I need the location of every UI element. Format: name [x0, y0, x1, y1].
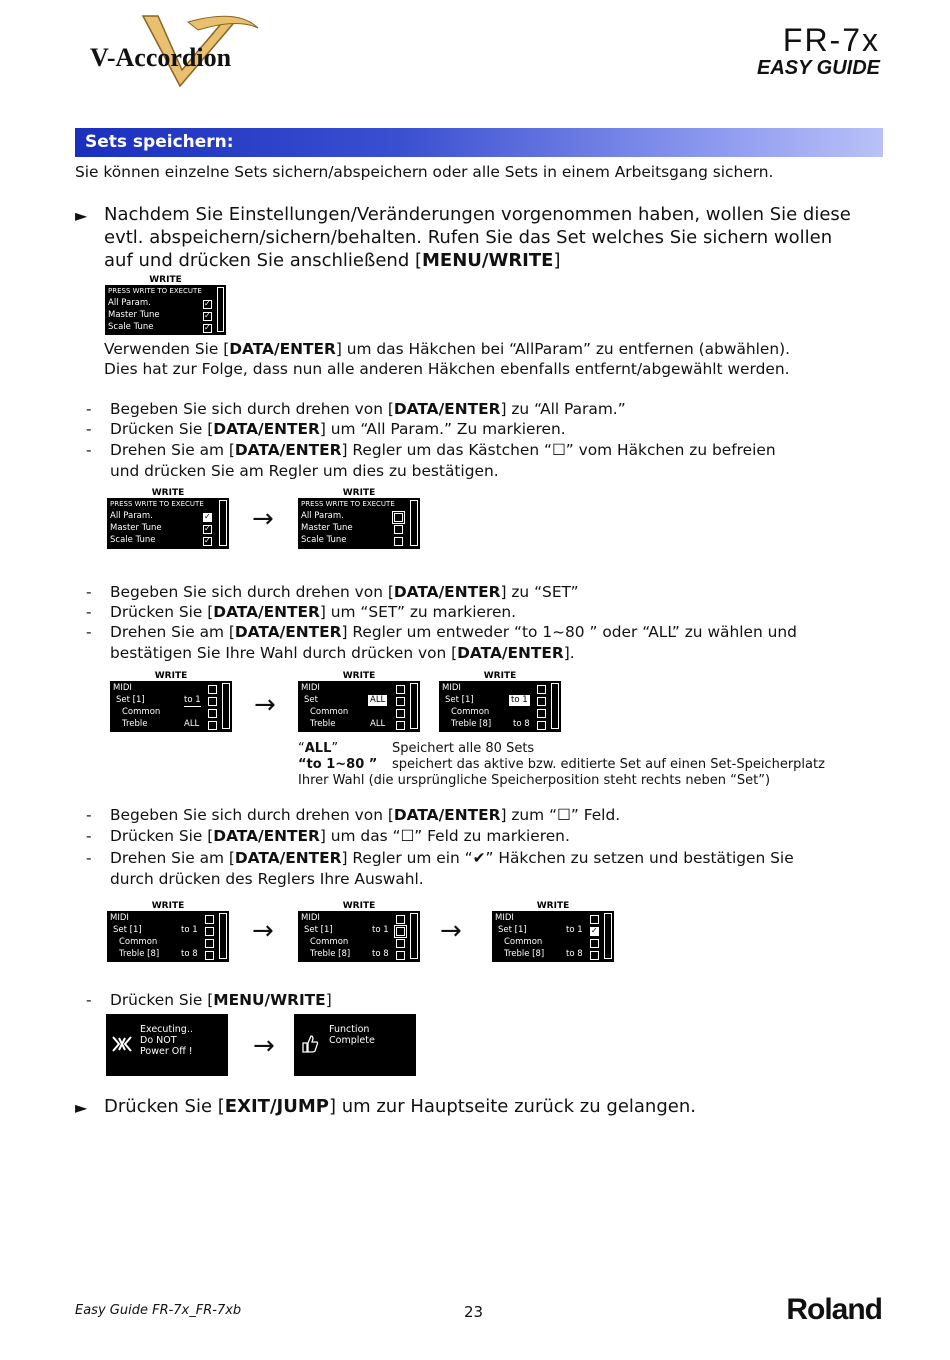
step1-info2: Dies hat zur Folge, dass nun alle anderen Häkchen ebenfalls entfernt/abgewählt werden.: [104, 360, 790, 378]
step1-line3: auf und drücken Sie anschließend [MENU/WRITE]: [104, 250, 561, 271]
lcd-function-complete: Function Complete: [294, 1014, 416, 1076]
lcd-box-checked: WRITE MIDI Set [1] Common Treble [8] to 1 to 8 ✓: [492, 901, 614, 962]
product-header: [757, 24, 880, 80]
lcd-executing: Executing.. Do NOT Power Off !: [106, 1014, 228, 1076]
note-all-label: “ALL”: [298, 741, 339, 756]
g3-line1: - Begeben Sie sich durch drehen von [DATA/ENTER] zum “☐” Feld.: [86, 806, 621, 824]
roland-logo: Roland: [786, 1293, 882, 1326]
lcd-box-empty: WRITE MIDI Set [1] Common Treble [8] to 1 to 8: [107, 901, 229, 962]
intro-text: Sie können einzelne Sets sichern/abspeichern oder alle Sets in einem Arbeitsgang sichern.: [75, 163, 774, 181]
g1-line3: - Drehen Sie am [DATA/ENTER] Regler um das Kästchen “☐” vom Häkchen zu befreien: [86, 441, 776, 459]
g1-line1: - Begeben Sie sich durch drehen von [DATA/ENTER] zu “All Param.”: [86, 400, 626, 418]
g1-line4: und drücken Sie am Regler um dies zu bestätigen.: [110, 462, 499, 480]
footer-title: Easy Guide FR-7x_FR-7xb: [75, 1303, 242, 1318]
arrow-icon: →: [254, 690, 276, 720]
lcd-allparam-checked: WRITE PRESS WRITE TO EXECUTE All Param. Master Tune Scale Tune ✓ ✓ ✓: [107, 488, 229, 549]
step1-line2: evtl. abspeichern/sichern/behalten. Rufen Sie das Set welches Sie sichern wollen: [104, 227, 833, 248]
g4-line1: - Drücken Sie [MENU/WRITE]: [86, 991, 332, 1009]
lcd-write-screen: WRITE PRESS WRITE TO EXECUTE All Param. Master Tune Scale Tune ✓ ✓ ✓: [105, 275, 226, 335]
v-accordion-logo: [88, 8, 288, 92]
g2-line1: - Begeben Sie sich durch drehen von [DATA/ENTER] zu “SET”: [86, 583, 579, 601]
step1-line1: Nachdem Sie Einstellungen/Veränderungen vorgenommen haben, wollen Sie diese: [104, 204, 851, 225]
g3-line2: - Drücken Sie [DATA/ENTER] um das “☐” Feld zu markieren.: [86, 827, 570, 845]
accordion-icon: [111, 1034, 133, 1054]
g1-line2: - Drücken Sie [DATA/ENTER] um “All Param.” Zu markieren.: [86, 420, 566, 438]
g3-line4: durch drücken des Reglers Ihre Auswahl.: [110, 870, 424, 888]
arrow-icon: →: [252, 504, 274, 534]
bullet-marker: ►: [75, 206, 88, 225]
lcd-allparam-unchecked: WRITE PRESS WRITE TO EXECUTE All Param. Master Tune Scale Tune: [298, 488, 420, 549]
note-all-desc: Speichert alle 80 Sets: [392, 741, 535, 756]
lcd-set-to1-treble8: WRITE MIDI Set [1] Common Treble [8] to 1 to 8: [439, 671, 561, 732]
lcd-set-all: WRITE MIDI Set Common Treble ALL ALL: [298, 671, 420, 732]
page-number: 23: [464, 1303, 484, 1321]
g2-line4: bestätigen Sie Ihre Wahl durch drücken von [DATA/ENTER].: [110, 644, 575, 662]
note-to-label: “to 1~80 ”: [298, 757, 378, 772]
g2-line3: - Drehen Sie am [DATA/ENTER] Regler um entweder “to 1~80 ” oder “ALL” zu wählen und: [86, 623, 797, 641]
lcd-set-to1: WRITE MIDI Set [1] Common Treble to 1 ALL: [110, 671, 232, 732]
g2-line2: - Drücken Sie [DATA/ENTER] um “SET” zu markieren.: [86, 603, 517, 621]
svg-text:V-Accordion: V-Accordion: [90, 43, 232, 72]
arrow-icon: →: [253, 1031, 275, 1061]
arrow-icon: →: [252, 916, 274, 946]
section-title: Sets speichern:: [85, 132, 234, 152]
step1-info1: Verwenden Sie [DATA/ENTER] um das Häkchen bei “AllParam” zu entfernen (abwählen).: [104, 340, 791, 358]
g3-line3: - Drehen Sie am [DATA/ENTER] Regler um ein “✔” Häkchen zu setzen und bestätigen Sie: [86, 849, 794, 867]
arrow-icon: →: [440, 916, 462, 946]
guide-label: EASY GUIDE: [757, 57, 880, 79]
thumbs-up-icon: [300, 1034, 320, 1054]
final-step-text: Drücken Sie [EXIT/JUMP] um zur Hauptseite zurück zu gelangen.: [104, 1096, 696, 1117]
note-line3: Ihrer Wahl (die ursprüngliche Speicherposition steht rechts neben “Set”): [298, 773, 771, 788]
lcd-box-selected: WRITE MIDI Set [1] Common Treble [8] to 1 to 8: [298, 901, 420, 962]
product-name: FR-7x: [782, 22, 880, 58]
bullet-marker: ►: [75, 1098, 88, 1117]
note-to-desc: speichert das aktive bzw. editierte Set auf einen Set-Speicherplatz: [392, 757, 825, 772]
